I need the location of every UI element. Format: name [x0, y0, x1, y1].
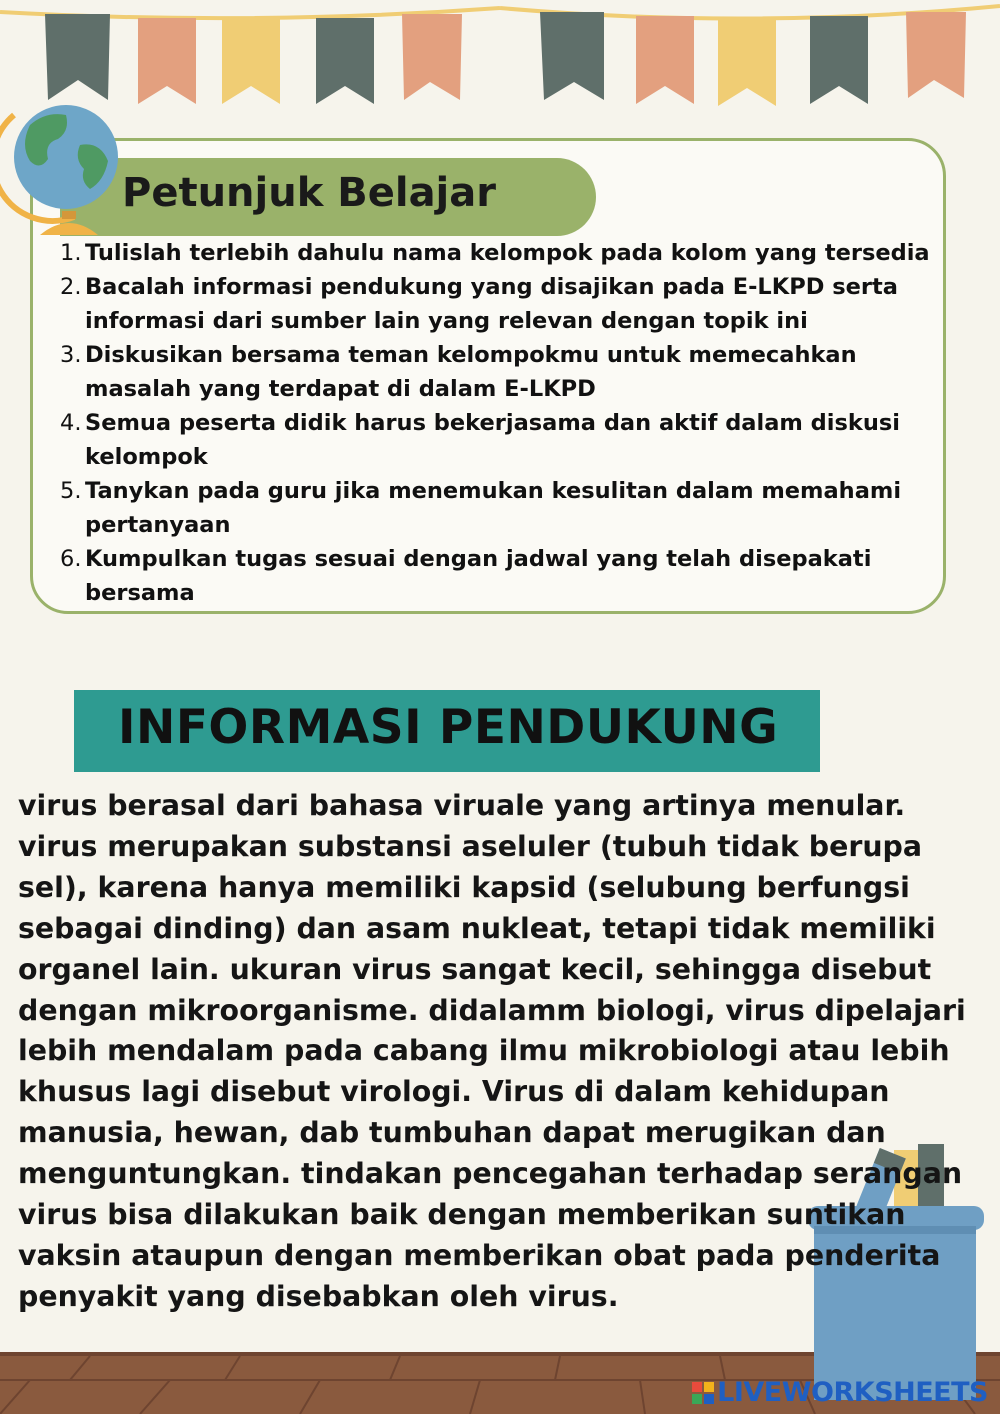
list-item [60, 338, 930, 406]
list-item [60, 270, 930, 338]
list-item [60, 236, 930, 270]
info-title: INFORMASI PENDUKUNG [118, 700, 779, 755]
list-item-text: Bacalah informasi pendukung yang disajikan pada E-LKPD serta informasi dari sumber lain yang relevan dengan topik ini [85, 274, 898, 334]
list-item-number: 6. [60, 546, 82, 572]
brand-text: LIVEWORKSHEETS [717, 1377, 988, 1408]
list-item-number: 2. [60, 274, 82, 300]
list-item-number: 1. [60, 240, 82, 266]
list-item-number: 4. [60, 410, 82, 436]
list-item-text: Diskusikan bersama teman kelompokmu untuk memecahkan masalah yang terdapat di dalam E-LKPD [85, 342, 857, 402]
list-item [60, 474, 930, 542]
info-body-text: virus berasal dari bahasa viruale yang artinya menular. virus merupakan substansi aseluler (tubuh tidak berupa sel), karena hanya memiliki kapsid (selubung berfungsi sebagai dinding) dan asam nukleat, tetapi tidak memiliki organel lain. ukuran virus sangat kecil, sehingga disebut dengan mikroorganisme. didalamm biologi, virus dipelajari lebih mendalam pada cabang ilmu mikrobiologi atau lebih khusus lagi disebut virologi. Virus di dalam kehidupan manusia, hewan, dab tumbuhan dapat merugikan dan menguntungkan. tindakan pencegahan terhadap serangan virus bisa dilakukan baik dengan memberikan suntikan vaksin ataupun dengan memberikan obat pada penderita penyakit yang disebabkan oleh virus. [18, 789, 966, 1313]
instructions-title: Petunjuk Belajar [122, 170, 496, 216]
liveworksheets-brand [692, 1378, 988, 1408]
list-item-number: 3. [60, 342, 82, 368]
list-item-text: Semua peserta didik harus bekerjasama dan aktif dalam diskusi kelompok [85, 410, 900, 470]
bunting-decoration [0, 0, 1000, 120]
list-item-text: Tanykan pada guru jika menemukan kesulitan dalam memahami pertanyaan [85, 478, 902, 538]
list-item-text: Tulislah terlebih dahulu nama kelompok pada kolom yang tersedia [85, 240, 930, 266]
instructions-list [60, 236, 930, 610]
globe-icon [0, 85, 130, 235]
list-item [60, 406, 930, 474]
list-item [60, 542, 930, 610]
list-item-text: Kumpulkan tugas sesuai dengan jadwal yang telah disepakati bersama [85, 546, 872, 606]
list-item-number: 5. [60, 478, 82, 504]
liveworksheets-logo [692, 1382, 714, 1404]
